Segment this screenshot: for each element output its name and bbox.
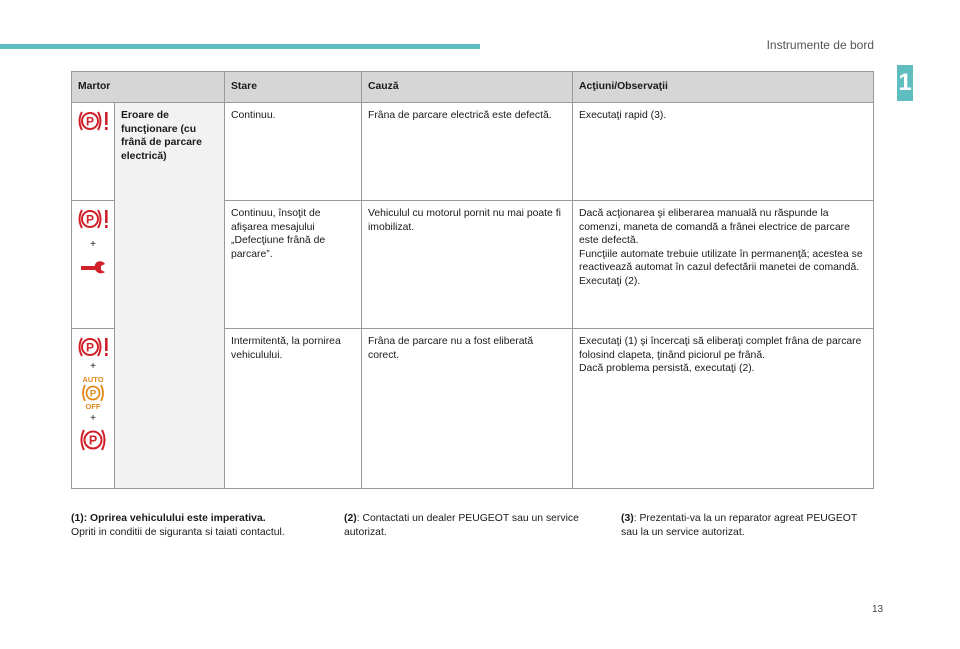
chapter-number: 1 [898,69,912,96]
accent-bar [0,44,480,49]
header-cauza: Cauză [362,72,573,103]
svg-text:P: P [88,433,98,448]
row3-stare: Intermitentă, la pornirea vehiculului. [225,329,362,489]
note-2 [344,512,594,540]
row2-actiuni-line: Executaţi (2). [579,275,641,287]
plus-sign: + [90,239,96,250]
note-2-text: : Contactati un dealer PEUGEOT sau un service autorizat. [344,513,579,538]
parking-brake-fault-icon [76,207,110,231]
row3-actiuni-line: Dacă problema persistă, executaţi (2). [579,363,755,374]
row2-actiuni-line: Dacă acţionarea şi eliberarea manuală nu răspunde la comenzi, maneta de comandă a frânei electrice de parcare este defectă. [579,208,850,246]
table-header-row [72,72,874,103]
note-3 [621,512,861,540]
state-label: Eroare de funcţionare (cu frână de parcare electrică) [115,103,225,489]
off-label: OFF [85,402,101,411]
row2-actiuni [573,201,874,329]
auto-off-parking-icon [78,375,108,411]
parking-brake-fault-icon [76,109,110,133]
row3-cauza: Frâna de parcare nu a fost eliberată corect. [362,329,573,489]
svg-text:P: P [85,340,95,355]
row1-actiuni: Executaţi rapid (3). [573,103,874,201]
svg-text:P: P [85,114,95,129]
note-3-text: : Prezentati-va la un reparator agreat PEUGEOT sau la un service autorizat. [621,513,858,538]
row1-stare: Continuu. [225,103,362,201]
header-martor: Martor [72,72,225,103]
icon-cell [72,329,115,489]
note-1-ref: (1) [71,513,84,524]
svg-text:P: P [89,388,97,400]
row2-stare: Continuu, însoţit de afişarea mesajului „Defecţiune frână de parcare”. [225,201,362,329]
page-number: 13 [872,604,884,615]
row3-actiuni-line: Executaţi (1) şi încercaţi să eliberaţi complet frâna de parcare folosind clapeta, ţinând piciorul pe frână. [579,336,862,361]
note-3-ref: (3) [621,513,634,524]
section-title: Instrumente de bord [766,38,874,52]
header-actiuni: Acţiuni/Observaţii [573,72,874,103]
plus-sign: + [90,361,96,372]
auto-label: AUTO [82,375,104,384]
row3-actiuni [573,329,874,489]
note-1-bold: : Oprirea vehiculului este imperativa. [83,513,266,524]
row1-cauza: Frâna de parcare electrică este defectă. [362,103,573,201]
icon-cell [72,103,115,201]
note-1-text: Opriti in conditii de siguranta si taiati contactul. [71,527,285,538]
note-2-ref: (2) [344,513,357,524]
warning-lights-table [71,71,874,489]
icon-cell [72,201,115,329]
table-row [72,103,874,201]
plus-sign: + [90,413,96,424]
row2-cauza: Vehiculul cu motorul pornit nu mai poate fi imobilizat. [362,201,573,329]
header-stare: Stare [225,72,362,103]
parking-brake-fault-icon [76,335,110,359]
service-wrench-icon [78,259,108,277]
parking-brake-icon [78,427,108,453]
row2-actiuni-line: Funcţiile automate trebuie utilizate în permanenţă; acestea se reactivează automat în cazul defectării manetei de comandă. [579,248,863,273]
note-1 [71,512,329,540]
svg-text:P: P [85,212,95,227]
